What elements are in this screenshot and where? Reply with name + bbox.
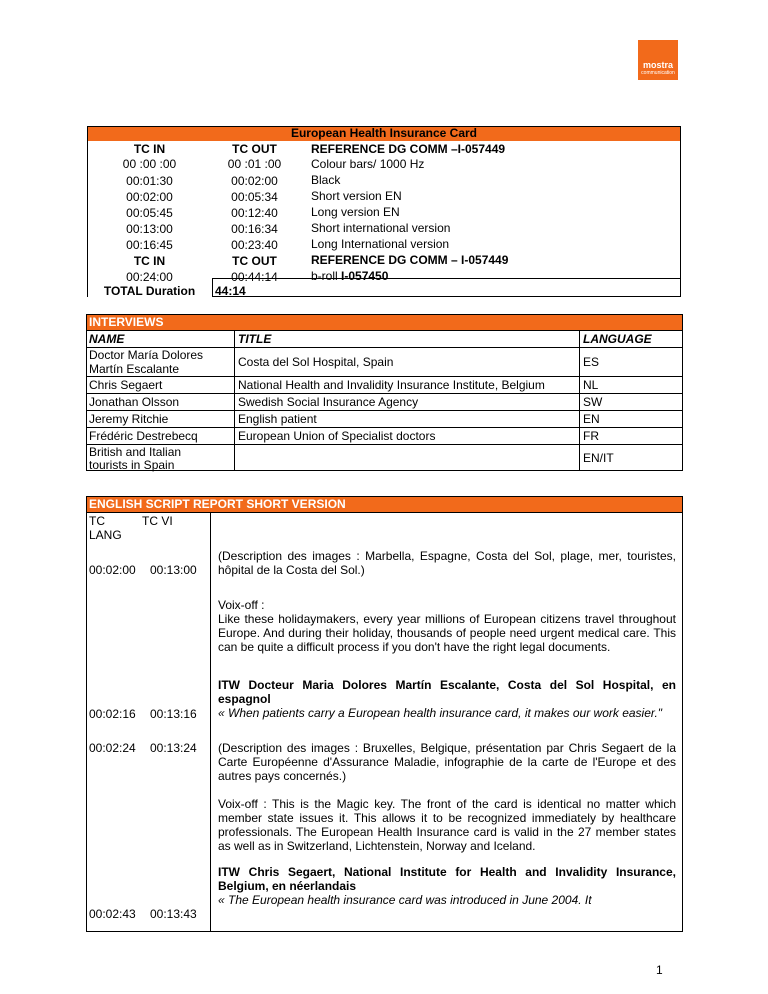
row-tc-out: 00:12:40	[231, 206, 278, 220]
interviewee-language: SW	[583, 395, 603, 409]
interviewee-title: English patient	[238, 412, 317, 426]
entry-tc-vi: 00:13:00	[150, 563, 197, 577]
reference-header: REFERENCE DG COMM –I-057449	[311, 142, 506, 156]
total-duration-label: TOTAL Duration	[103, 284, 196, 298]
interview-heading: ITW Chris Segaert, National Institute for Health and Invalidity Insurance, Belgium, en néerlandais	[218, 865, 676, 893]
broll-tc-out: 00:44:14	[231, 270, 278, 284]
interviewee-name-2: Martín Escalante	[89, 362, 180, 376]
interviewee-language: NL	[583, 378, 599, 392]
total-duration-value: 44:14	[215, 284, 246, 298]
interviewee-language: EN	[583, 412, 600, 426]
row-tc-out: 00:16:34	[231, 222, 278, 236]
interviewee-language: FR	[583, 429, 599, 443]
interviews-heading: INTERVIEWS	[89, 315, 164, 329]
interviewee-title: Swedish Social Insurance Agency	[238, 395, 419, 409]
row-tc-in: 00:13:00	[126, 222, 173, 236]
image-description: (Description des images : Bruxelles, Belgique, présentation par Chris Segaert de la Carte Européenne d'Assurance Maladie, infographie de la carte de l'Europe et des autres pays concernés.)	[218, 741, 676, 783]
interview-quote: « The European health insurance card was introduced in June 2004. It	[218, 893, 592, 907]
tc-in-header: TC IN	[133, 142, 166, 156]
name-column-header: NAME	[89, 332, 125, 346]
interviewee-name: Frédéric Destrebecq	[89, 429, 198, 443]
row-tc-out: 00 :01 :00	[227, 157, 282, 171]
interviewee-title: National Health and Invalidity Insurance Institute, Belgium	[238, 378, 545, 392]
interviews-header-bar	[87, 315, 682, 330]
entry-tc: 00:02:24	[89, 741, 136, 755]
voice-over-label: Voix-off :	[218, 598, 265, 612]
interviewee-title: Costa del Sol Hospital, Spain	[238, 355, 394, 369]
mostra-logo	[638, 40, 678, 80]
entry-tc-vi: 00:13:16	[150, 707, 197, 721]
script-table	[86, 496, 683, 932]
script-heading: ENGLISH SCRIPT REPORT SHORT VERSION	[89, 497, 346, 511]
logo-brand: mostra	[642, 60, 673, 70]
language-column-header: LANGUAGE	[583, 332, 652, 346]
entry-tc: 00:02:16	[89, 707, 136, 721]
interviewee-name: Jonathan Olsson	[89, 395, 180, 409]
interviewee-language: ES	[583, 355, 600, 369]
interviewee-name-2: tourists in Spain	[89, 458, 175, 472]
tc-out-header: TC OUT	[232, 142, 277, 156]
interviewee-name: Doctor María Dolores	[89, 348, 204, 362]
interviewee-name: Jeremy Ritchie	[89, 412, 169, 426]
interview-heading: ITW Docteur Maria Dolores Martín Escalante, Costa del Sol Hospital, en espagnol	[218, 678, 676, 706]
entry-tc-vi: 00:13:43	[150, 907, 197, 921]
row-tc-in: 00:02:00	[126, 190, 173, 204]
tc-out-header-2: TC OUT	[232, 254, 277, 268]
title-column-header: TITLE	[238, 332, 272, 346]
interviewee-title: European Union of Specialist doctors	[238, 429, 436, 443]
image-description: (Description des images : Marbella, Espagne, Costa del Sol, plage, mer, touristes, hôpital de la Costa del Sol.)	[218, 549, 676, 577]
row-desc: Short version EN	[311, 189, 402, 203]
tc-vi-column-header: TC VI	[142, 514, 173, 528]
card-title: European Health Insurance Card	[290, 126, 478, 140]
interviewee-name: Chris Segaert	[89, 378, 163, 392]
page-number: 1	[656, 963, 663, 977]
row-tc-out: 00:02:00	[231, 174, 278, 188]
row-tc-out: 00:05:34	[231, 190, 278, 204]
entry-tc: 00:02:00	[89, 563, 136, 577]
entry-tc: 00:02:43	[89, 907, 136, 921]
row-tc-in: 00:01:30	[126, 174, 173, 188]
logo-tagline: communication	[641, 70, 675, 76]
row-tc-out: 00:23:40	[231, 238, 278, 252]
timecode-table	[87, 126, 681, 297]
interviewee-name: British and Italian	[89, 445, 182, 459]
broll-desc: b-roll I-057450	[311, 269, 389, 283]
tc-in-header-2: TC IN	[133, 254, 166, 268]
broll-tc-in: 00:24:00	[126, 270, 173, 284]
row-desc: Black	[311, 173, 341, 187]
interviews-table	[86, 314, 683, 471]
reference-header-2: REFERENCE DG COMM – I-057449	[311, 253, 509, 267]
interviewee-language: EN/IT	[583, 451, 614, 465]
row-desc: Colour bars/ 1000 Hz	[311, 157, 425, 171]
row-desc: Long version EN	[311, 205, 400, 219]
lang-column-header: LANG	[89, 528, 122, 542]
row-desc: Long International version	[311, 237, 450, 251]
voice-over-text: Like these holidaymakers, every year millions of European citizens travel throughout Europe. And during their holiday, thousands of people need urgent medical care. This can be quite a difficult process if you don't have the right legal documents.	[218, 612, 676, 654]
row-tc-in: 00:05:45	[126, 206, 173, 220]
row-tc-in: 00:16:45	[126, 238, 173, 252]
row-desc: Short international version	[311, 221, 451, 235]
tc-column-header: TC	[89, 514, 105, 528]
voice-over-text: Voix-off : This is the Magic key. The front of the card is identical no matter which member state issues it. This allows it to be recognized immediately by healthcare professionals. The European Health Insurance card is valid in the 27 member states as well as in Switzerland, Lichtenstein, Norway and Iceland.	[218, 797, 676, 853]
row-tc-in: 00 :00 :00	[122, 157, 177, 171]
interview-quote: « When patients carry a European health insurance card, it makes our work easier."	[218, 706, 663, 720]
entry-tc-vi: 00:13:24	[150, 741, 197, 755]
